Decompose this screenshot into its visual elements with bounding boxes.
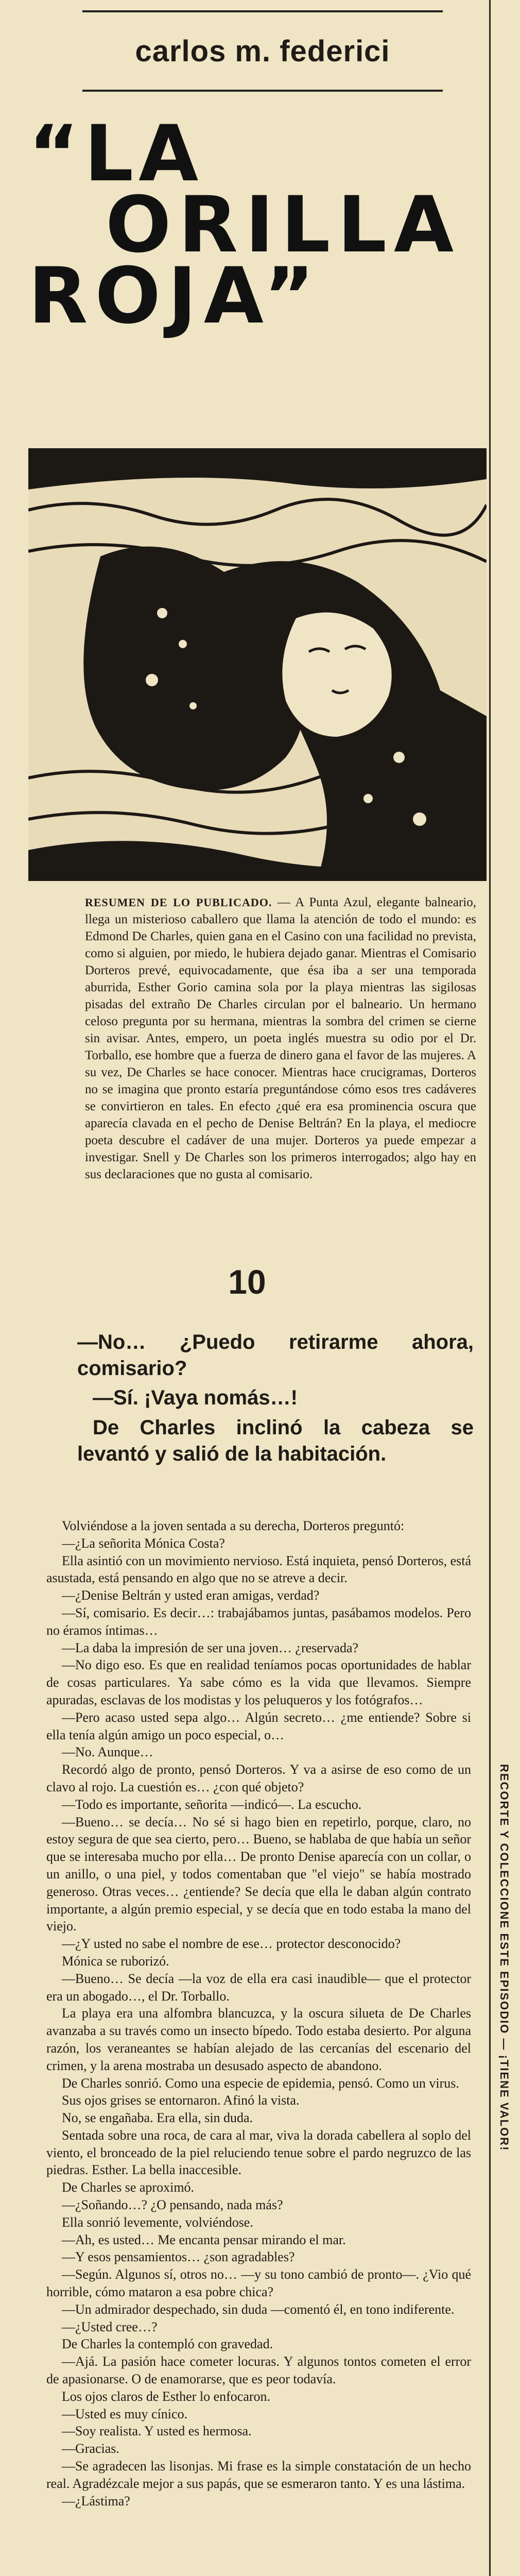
main-illustration bbox=[28, 448, 487, 881]
drowned-woman-illustration bbox=[28, 448, 487, 881]
paragraph: De Charles sonrió. Como una especie de epidemia, pensó. Como un virus. bbox=[62, 2075, 459, 2091]
paragraph: —Todo es importante, señorita —indicó—. La escucho. bbox=[62, 1797, 362, 1812]
left-margin-strip bbox=[11, 896, 23, 1113]
paragraph: —¿Lástima? bbox=[62, 2493, 130, 2509]
summary-text: — A Punta Azul, elegante balneario, llega un misterioso caballero que llama la atención de todo el mundo: es Edmond De Charles, quien gana en el Casino con una facilidad no prevista, como si alguien, por miedo, le hubiera dejado ganar. Mientras el Comisario Dorteros prevé, equivocadamente, que ésa iba a ser una temporada aburrida, Esther Gorio camina sola por la playa mientras las sigilosas pisadas del extraño De Charles circulan por el balneario. Un hermano celoso pregunta por su hermana, mientras la sombra del crimen se cierne sin avisar. Antes, empero, un poeta inglés muestra su odio por el Dr. Torballo, ese hombre que a fuerza de dinero gana el favor de las mujeres. A su vez, De Charles se hace conocer. Mientras hace crucigramas, Dorteros no se imagina que pronto estaría preguntándose cómo esos tres cadáveres se convirtieron en tales. En efecto ¿qué era esa prominencia oscura que aparecía clavada en el pecho de Denise Beltrán? En la playa, el mediocre poeta descubre el cadáver de una mujer. Dorteros ya puede empezar a investigar. Snell y De Charles son los primeros interrogados; algo hay en sus declaraciones que no gusta al comisario. bbox=[85, 895, 476, 1181]
paragraph: De Charles se aproximó. bbox=[62, 2180, 195, 2195]
paragraph: —Pero acaso usted sepa algo… Algún secreto… ¿me entiende? Sobre si ella tenía algún amigo un poco especial, o… bbox=[46, 1709, 471, 1742]
paragraph: Volviéndose a la joven sentada a su derecha, Dorteros preguntó: bbox=[62, 1518, 405, 1533]
paragraph: —Se agradecen las lisonjas. Mi frase es la simple constatación de un hecho real. Agradézcale mejor a sus papás, que se esmeraron tanto. Y es una lástima. bbox=[46, 2459, 471, 2491]
paragraph: —Gracias. bbox=[62, 2441, 119, 2456]
story-title bbox=[28, 109, 492, 341]
paragraph: —Y esos pensamientos… ¿son agradables? bbox=[62, 2249, 295, 2265]
paragraph: Recordó algo de pronto, pensó Dorteros. Y va a asirse de eso como de un clavo al rojo. La cuestión es… ¿con qué objeto? bbox=[46, 1762, 471, 1794]
paragraph: —Según. Algunos sí, otros no… —y su tono cambió de pronto—. ¿Vio qué horrible, cómo mataron a esa pobre chica? bbox=[46, 2267, 471, 2300]
paragraph: La playa era una alfombra blancuzca, y la oscura silueta de De Charles avanzaba a su través como un insecto bípedo. Todo estaba desierto. Por alguna razón, los veraneantes se habían alejado de las cercanías del escenario del crimen, y la arena mostraba un desusado aspecto de abandono. bbox=[46, 2006, 471, 2073]
summary-block bbox=[85, 894, 476, 1183]
author-header bbox=[82, 10, 443, 92]
paragraph: De Charles la contempló con gravedad. bbox=[62, 2336, 273, 2352]
paragraph: —Ah, es usted… Me encanta pensar mirando el mar. bbox=[62, 2232, 346, 2247]
paragraph: —No digo eso. Es que en realidad teníamos pocas oportunidades de hablar de cosas particulares. Ya sabe cómo es la vida que llevamos. Siempre apuradas, esclavas de los modistas y los peluqueros y los fotógrafos… bbox=[46, 1657, 471, 1707]
collect-note: RECORTE Y COLECCIONE ESTE EPISODIO — ¡TIENE VALOR! bbox=[498, 1764, 511, 2151]
opening-line-3: De Charles inclinó la cabeza se levantó y salió de la habitación. bbox=[77, 1416, 474, 1465]
paragraph: Sentada sobre una roca, de cara al mar, viva la dorada cabellera al soplo del viento, el bronceado de la piel reluciendo tenue sobre el pardo negruzco de las piedras. Esther. La bella inaccesible. bbox=[46, 2127, 471, 2178]
author-name: carlos m. federici bbox=[135, 34, 390, 68]
paragraph: —¿Soñando…? ¿O pensando, nada más? bbox=[62, 2197, 283, 2213]
paragraph: Ella asintió con un movimiento nervioso. Está inquieta, pensó Dorteros, está asustada, está pensando en algo que no se atreve a decir. bbox=[46, 1553, 472, 1586]
chapter-number: 10 bbox=[228, 1263, 266, 1301]
paragraph: Los ojos claros de Esther lo enfocaron. bbox=[62, 2388, 271, 2404]
paragraph: —Bueno… se decía… No sé si hago bien en repetirlo, porque, claro, no estoy segura de que sea cierto, pero… Bueno, se hablaba de que había un señor que se interesaba mucho por ella… De pronto Denise aparecía con un collar, o un anillo, o una piel, y todos comentaban que "el viejo" se había mostrado generoso. Otras veces… ¿entiende? Se decía que ella le daban algún contrato importante, a algún premio especial, y se decía que en todo estaba la mano del viejo. bbox=[46, 1814, 471, 1934]
opening-line-1: —No… ¿Puedo retirarme ahora, comisario? bbox=[77, 1331, 474, 1380]
collect-sidebar bbox=[495, 1571, 513, 2344]
chapter-opening bbox=[77, 1329, 474, 1470]
column-rule bbox=[489, 0, 491, 2576]
title-line-1: “LA bbox=[28, 109, 204, 199]
paragraph: —La daba la impresión de ser una joven… ¿reservada? bbox=[62, 1640, 359, 1655]
paragraph: —Sí, comisario. Es decir…: trabajábamos juntas, pasábamos modelos. Pero no éramos íntimas… bbox=[46, 1605, 471, 1638]
opening-line-2: —Sí. ¡Vaya nomás…! bbox=[93, 1386, 298, 1410]
paragraph: —Un admirador despechado, sin duda —comentó él, en tono indiferente. bbox=[62, 2301, 455, 2317]
paragraph: —Ajá. La pasión hace cometer locuras. Y algunos tontos cometen el error de apasionarse. O de enamorarse, que es peor todavía. bbox=[46, 2354, 471, 2387]
paragraph: —¿Denise Beltrán y usted eran amigas, verdad? bbox=[62, 1588, 320, 1603]
paragraph: —Soy realista. Y usted es hermosa. bbox=[62, 2424, 252, 2439]
story-body bbox=[46, 1517, 471, 2510]
paragraph: —Usted es muy cínico. bbox=[62, 2406, 188, 2421]
paragraph: —Bueno… Se decía —la voz de ella era casi inaudible— que el protector era un abogado…, el Dr. Torballo. bbox=[46, 1971, 471, 2004]
paragraph: Ella sonrió levemente, volviéndose. bbox=[62, 2214, 253, 2230]
title-line-3: ROJA” bbox=[28, 251, 322, 341]
summary-lead: RESUMEN DE LO PUBLICADO. bbox=[85, 896, 272, 909]
paragraph: —¿Usted cree…? bbox=[62, 2319, 158, 2334]
title-line-2: ORILLA bbox=[106, 180, 461, 270]
paragraph: —No. Aunque… bbox=[62, 1744, 153, 1760]
paragraph: —¿Y usted no sabe el nombre de ese… protector desconocido? bbox=[62, 1936, 401, 1952]
paragraph: Sus ojos grises se entornaron. Afinó la vista. bbox=[62, 2093, 300, 2108]
paragraph: —¿La señorita Mónica Costa? bbox=[62, 1535, 225, 1551]
paragraph: Mónica se ruborizó. bbox=[62, 1953, 169, 1969]
paragraph: No, se engañaba. Era ella, sin duda. bbox=[62, 2110, 253, 2126]
